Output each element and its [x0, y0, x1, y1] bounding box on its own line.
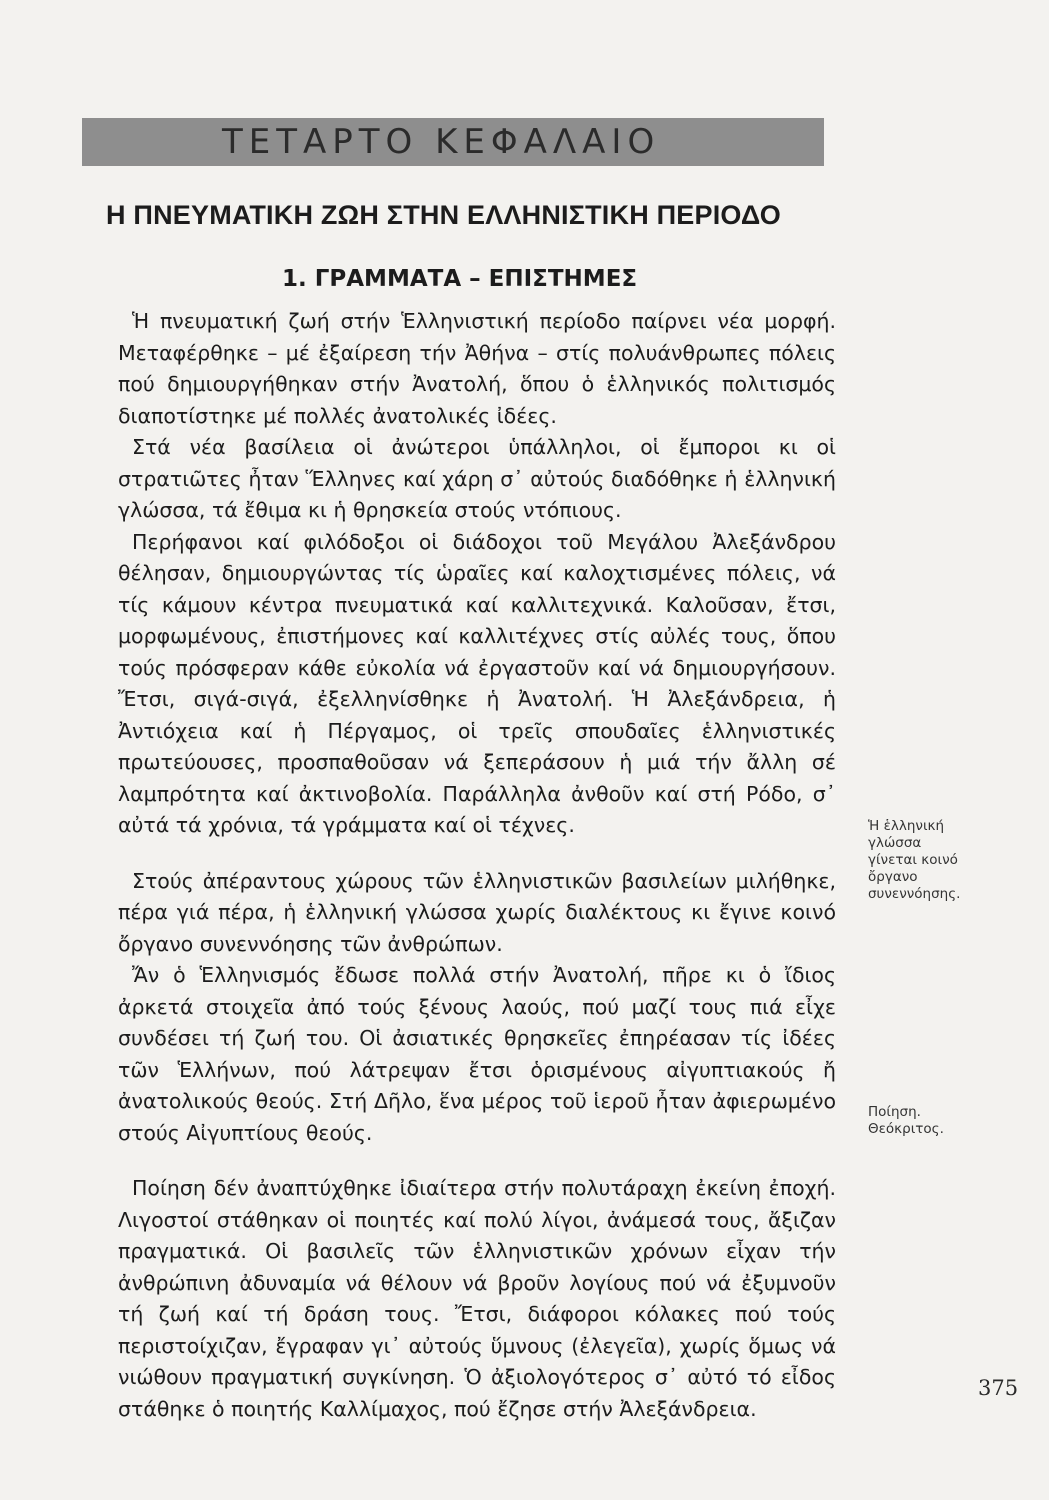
paragraph: Ἡ πνευματική ζωή στήν Ἑλληνιστική περίοδο παίρνει νέα μορφή. Μεταφέρθηκε – μέ ἐξαίρεση τήν Ἀθήνα – στίς πολυάνθρωπες πόλεις πού δημιουργήθηκαν στήν Ἀνατολή, ὅπου ὁ ἑλληνικός πολιτισμός διαποτίστηκε μέ πολλές ἀνατολικές ἰδέες.	[118, 309, 836, 428]
paragraph: Ποίηση δέν ἀναπτύχθηκε ἰδιαίτερα στήν πολυτάραχη ἐκείνη ἐποχή. Λιγοστοί στάθηκαν οἱ ποιητές καί πολύ λίγοι, ἀνάμεσά τους, ἄξιζαν πραγματικά. Οἱ βασιλεῖς τῶν ἑλληνιστικῶν χρόνων εἶχαν τήν ἀνθρώπινη ἀδυναμία νά θέλουν νά βροῦν λογίους πού νά ἐξυμνοῦν τή ζωή καί τή δράση τους. Ἔτσι, διάφοροι κόλακες πού τούς περιστοίχιζαν, ἔγραφαν γι᾽ αὐτούς ὕμνους (ἐλεγεῖα), χωρίς ὅμως νά νιώθουν πραγματική συγκίνηση. Ὁ ἀξιολογότερος σ᾽ αὐτό τό εἶδος στάθηκε ὁ ποιητής Καλλίμαχος, πού ἔζησε στήν Ἀλεξάνδρεια.	[118, 1176, 836, 1421]
section-heading: 1. ΓΡΑΜΜΑΤΑ – ΕΠΙΣΤΗΜΕΣ	[282, 266, 638, 292]
paragraph: Ἄν ὁ Ἑλληνισμός ἔδωσε πολλά στήν Ἀνατολή, πῆρε κι ὁ ἴδιος ἀρκετά στοιχεῖα ἀπό τούς ξένους λαούς, πού μαζί τους πιά εἶχε συνδέσει τή ζωή του. Οἱ ἀσιατικές θρησκεῖες ἐπηρέασαν τίς ἰδέες τῶν Ἑλλήνων, πού λάτρεψαν ἔτσι ὁρισμένους αἰγυπτιακούς ἤ ἀνατολικούς θεούς. Στή Δῆλο, ἕνα μέρος τοῦ ἱεροῦ ἦταν ἀφιερωμένο στούς Αἰγυπτίους θεούς.	[118, 963, 836, 1145]
side-note: Ἡ ἑλληνική γλώσσα γίνεται κοινό ὄργανο συνεννόησης.	[868, 818, 961, 902]
chapter-label: ΤΕΤΑΡΤΟ ΚΕΦΑΛΑΙΟ	[222, 122, 661, 162]
paragraph: Περήφανοι καί φιλόδοξοι οἱ διάδοχοι τοῦ Μεγάλου Ἀλεξάνδρου θέλησαν, δημιουργώντας τίς ὡραῖες καί καλοχτισμένες πόλεις, νά τίς κάμουν κέντρα πνευματικά καί καλλιτεχνικά. Καλοῦσαν, ἔτσι, μορφωμένους, ἐπιστήμονες καί καλλιτέχνες στίς αὐλές τους, ὅπου τούς πρόσφεραν κάθε εὐκολία νά ἐργαστοῦν καί νά δημιουργήσουν. Ἔτσι, σιγά-σιγά, ἐξελληνίσθηκε ἡ Ἀνατολή. Ἡ Ἀλεξάνδρεια, ἡ Ἀντιόχεια καί ἡ Πέργαμος, οἱ τρεῖς σπουδαῖες ἑλληνιστικές πρωτεύουσες, προσπαθοῦσαν νά ξεπεράσουν ἡ μιά τήν ἄλλη σέ λαμπρότητα καί ἀκτινοβολία. Παράλληλα ἀνθοῦν καί στή Ρόδο, σ᾽ αὐτά τά χρόνια, τά γράμματα καί οἱ τέχνες.	[118, 529, 836, 837]
body-text	[118, 306, 836, 1425]
chapter-banner	[82, 118, 824, 166]
paragraph: Στούς ἀπέραντους χώρους τῶν ἑλληνιστικῶν βασιλείων μιλήθηκε, πέρα γιά πέρα, ἡ ἑλληνική γλώσσα χωρίς διαλέκτους κι ἔγινε κοινό ὄργανο συνεννόησης τῶν ἀνθρώπων.	[118, 868, 836, 956]
paragraph: Στά νέα βασίλεια οἱ ἀνώτεροι ὑπάλληλοι, οἱ ἔμποροι κι οἱ στρατιῶτες ἦταν Ἕλληνες καί χάρη σ᾽ αὐτούς διαδόθηκε ἡ ἑλληνική γλώσσα, τά ἔθιμα κι ἡ θρησκεία στούς ντόπιους.	[118, 435, 836, 522]
page-number: 375	[978, 1376, 1019, 1400]
side-note: Ποίηση. Θεόκριτος.	[868, 1104, 944, 1137]
page-title: Η ΠΝΕΥΜΑΤΙΚΗ ΖΩΗ ΣΤΗΝ ΕΛΛΗΝΙΣΤΙΚΗ ΠΕΡΙΟΔΟ	[106, 200, 781, 230]
